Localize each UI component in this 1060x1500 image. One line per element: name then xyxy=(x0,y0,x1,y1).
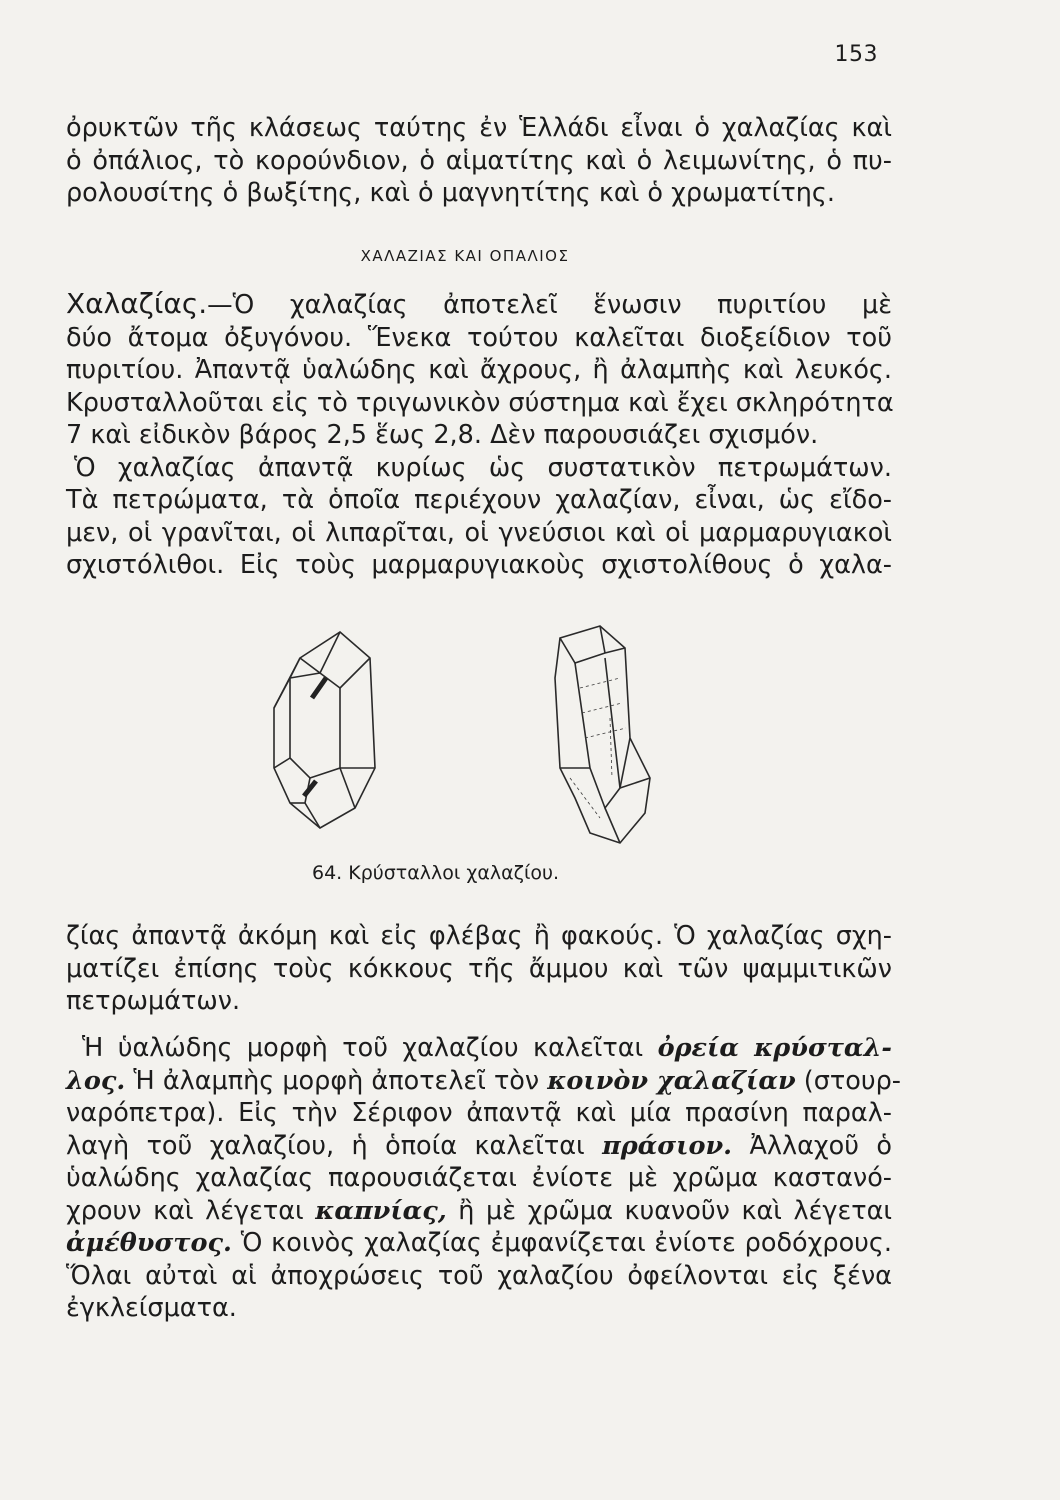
text-fragment: λαγὴ τοῦ χαλαζίου, ἡ ὁποία καλεῖται xyxy=(66,1130,585,1161)
text-line: Κρυσταλλοῦται εἰς τὸ τριγωνικὸν σύστημα καὶ ἔχει σκληρότητα xyxy=(66,387,894,418)
text-line: ὀρυκτῶν τῆς κλάσεως ταύτης ἐν Ἑλλάδι εἶναι ὁ χαλαζίας καὶ xyxy=(66,113,892,143)
text-fragment: Ἀλλαχοῦ ὁ xyxy=(749,1130,892,1161)
text-line: ναρόπετρα). Εἰς τὴν Σέριφον ἀπαντᾷ καὶ μία πρασίνη παραλ- xyxy=(66,1098,892,1128)
paragraph-quartz-definition xyxy=(66,288,892,582)
text-line: Ὅλαι αὐταὶ αἱ ἀποχρώσεις τοῦ χαλαζίου ὀφείλονται εἰς ξένα xyxy=(66,1260,892,1291)
figure-caption: 64. Κρύσταλλοι χαλαζίου. xyxy=(312,862,560,884)
term-smoky-quartz: καπνίας, xyxy=(315,1195,447,1226)
text-line: ὁ ὀπάλιος, τὸ κορούνδιον, ὁ αἱματίτης καὶ ὁ λειμωνίτης, ὁ πυ- xyxy=(66,145,892,176)
text-fragment: ἢ μὲ χρῶμα κυανοῦν καὶ λέγεται xyxy=(458,1195,893,1226)
quartz-crystals-figure xyxy=(260,618,680,888)
paragraph-varieties xyxy=(66,1032,901,1325)
text-line xyxy=(66,288,892,322)
text-line: ἐγκλείσματα. xyxy=(66,1293,237,1323)
text-fragment: Ἡ ὑαλώδης μορφὴ τοῦ χαλαζίου καλεῖται xyxy=(82,1033,644,1063)
text-line: πετρωμάτων. xyxy=(66,986,241,1016)
text-line xyxy=(66,1195,892,1228)
text-line: 7 καὶ εἰδικὸν βάρος 2,5 ἕως 2,8. Δὲν παρουσιάζει σχισμόν. xyxy=(66,420,819,450)
intro-paragraph xyxy=(66,112,892,210)
text-fragment: Ἡ ἀλαμπὴς μορφὴ ἀποτελεῖ τὸν xyxy=(133,1065,540,1096)
term-rock-crystal-end: λος. xyxy=(66,1065,126,1096)
text-fragment: —Ὁ χαλαζίας ἀποτελεῖ ἕνωσιν πυριτίου μὲ xyxy=(207,290,892,320)
text-line: δύο ἄτομα ὀξυγόνου. Ἕνεκα τούτου καλεῖται διοξείδιον τοῦ xyxy=(66,322,892,353)
text-line: Ὁ χαλαζίας ἀπαντᾷ κυρίως ὡς συστατικὸν πετρωμάτων. xyxy=(74,452,892,483)
term-rock-crystal: ὀρεία κρύσταλ- xyxy=(657,1033,892,1063)
quartz-crystal-right-drawing xyxy=(555,626,650,843)
text-line: μεν, οἱ γρανῖται, οἱ λιπαρῖται, οἱ γνεύσιοι καὶ οἱ μαρμαρυγιακοὶ xyxy=(66,517,892,548)
term-prase: πράσιον. xyxy=(602,1130,733,1161)
text-line xyxy=(66,1227,892,1260)
text-line: πυριτίου. Ἀπαντᾷ ὑαλώδης καὶ ἄχρους, ἢ ἀλαμπὴς καὶ λευκός. xyxy=(66,355,892,385)
text-line: Τὰ πετρώματα, τὰ ὁποῖα περιέχουν χαλαζίαν, εἶναι, ὡς εἴδο- xyxy=(66,485,892,515)
lead-term: Χαλαζίας. xyxy=(66,287,208,320)
text-line: ρολουσίτης ὁ βωξίτης, καὶ ὁ μαγνητίτης καὶ ὁ χρωματίτης. xyxy=(66,178,836,208)
text-line: σχιστόλιθοι. Εἰς τοὺς μαρμαρυγιακοὺς σχιστολίθους ὁ χαλα- xyxy=(66,550,892,580)
text-fragment: χρουν καὶ λέγεται xyxy=(66,1195,304,1226)
text-line: ὑαλώδης χαλαζίας παρουσιάζεται ἐνίοτε μὲ χρῶμα καστανό- xyxy=(66,1163,892,1193)
text-line: ματίζει ἐπίσης τοὺς κόκκους τῆς ἄμμου καὶ τῶν ψαμμιτικῶν xyxy=(66,953,892,984)
paragraph-occurrence xyxy=(66,920,892,1018)
term-amethyst: ἀμέθυστος. xyxy=(66,1228,232,1258)
text-line: ζίας ἀπαντᾷ ἀκόμη καὶ εἰς φλέβας ἢ φακούς. Ὁ χαλαζίας σχη- xyxy=(66,921,892,951)
text-line xyxy=(66,1032,892,1065)
term-common-quartz: κοινὸν χαλαζίαν xyxy=(547,1065,796,1096)
text-line xyxy=(66,1065,901,1098)
page-number: 153 xyxy=(834,42,878,67)
quartz-crystal-left-drawing xyxy=(274,632,375,828)
section-heading: ΧΑΛΑΖΙΑΣ ΚΑΙ ΟΠΑΛΙΟΣ xyxy=(360,247,570,265)
text-fragment: Ὁ κοινὸς χαλαζίας ἐμφανίζεται ἐνίοτε ροδόχρους. xyxy=(240,1228,893,1258)
text-line xyxy=(66,1130,892,1163)
text-fragment: (στουρ- xyxy=(803,1065,901,1096)
